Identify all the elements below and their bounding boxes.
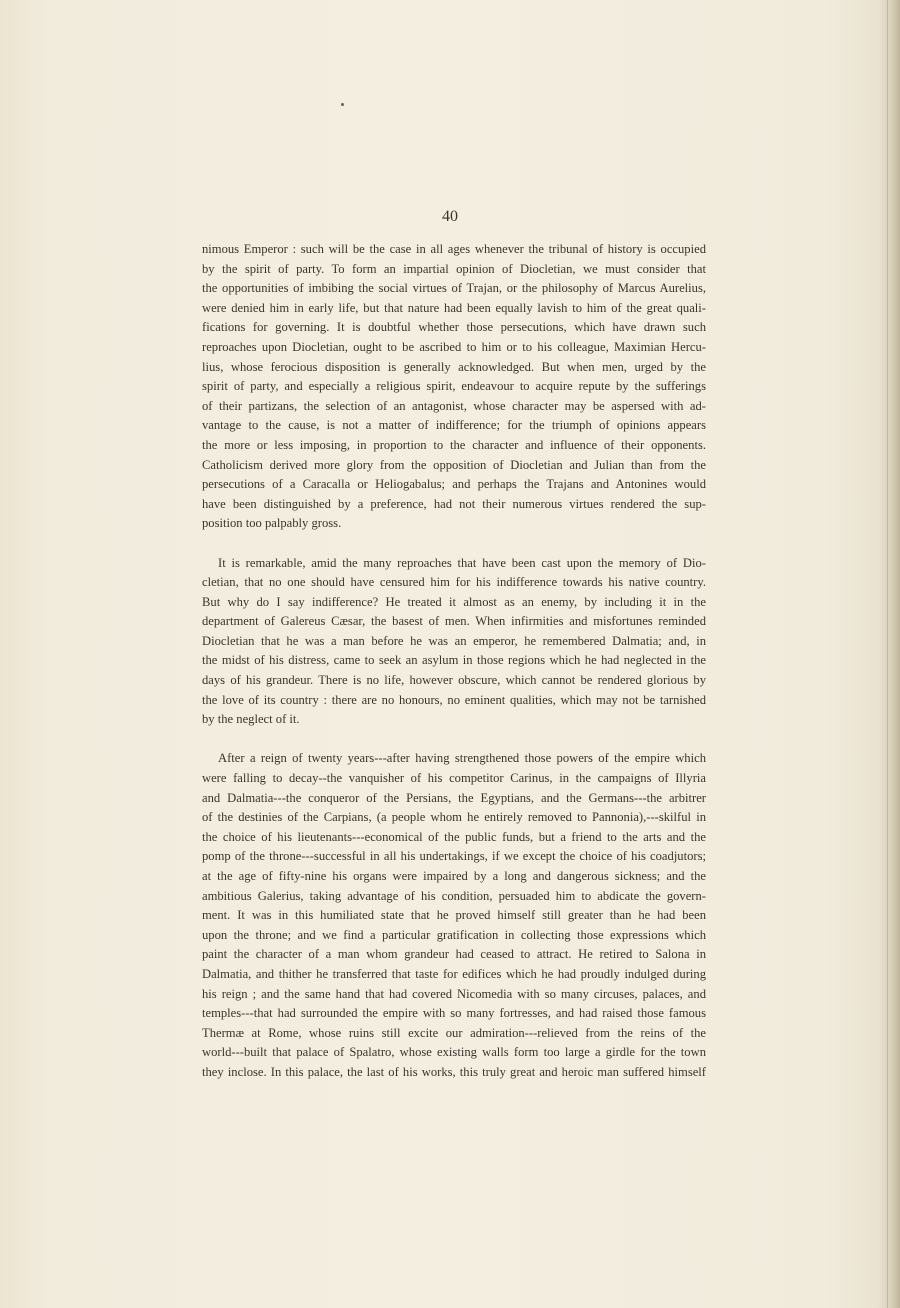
text-line: department of Galereus Cæsar, the basest of men. When infirmities and misfortunes reminded xyxy=(202,614,706,629)
text-line: were denied him in early life, but that nature had been equally lavish to him of the great quali- xyxy=(202,300,706,315)
text-line: upon the throne; and we find a particular gratification in collecting those expressions which xyxy=(202,927,706,942)
text-line: paint the character of a man whom grandeur had ceased to attract. He retired to Salona in xyxy=(202,947,706,962)
text-line: It is remarkable, amid the many reproaches that have been cast upon the memory of Dio- xyxy=(218,555,706,570)
page-edge-line xyxy=(887,0,888,1308)
text-line: the more or less imposing, in proportion to the character and influence of their opponents. xyxy=(202,437,706,452)
text-line: pomp of the throne---successful in all his undertakings, if we except the choice of his coadjutors; xyxy=(202,849,706,864)
paragraph-gap xyxy=(202,534,706,554)
text-line: his reign ; and the same hand that had covered Nicomedia with so many circuses, palaces, and xyxy=(202,986,706,1001)
paragraph-1 xyxy=(202,240,706,534)
text-line: by the spirit of party. To form an impartial opinion of Diocletian, we must consider that xyxy=(202,261,706,276)
page-edge-shadow xyxy=(878,0,900,1308)
text-line: lius, whose ferocious disposition is generally acknowledged. But when men, urged by the xyxy=(202,359,706,374)
paragraph-gap xyxy=(202,730,706,750)
text-line: and Dalmatia---the conqueror of the Persians, the Egyptians, and the Germans---the arbitrer xyxy=(202,790,706,805)
text-line: Catholicism derived more glory from the opposition of Diocletian and Julian than from the xyxy=(202,457,706,472)
text-line: nimous Emperor : such will be the case in all ages whenever the tribunal of history is occupied xyxy=(202,242,706,256)
text-line: vantage to the cause, is not a matter of indifference; for the triumph of opinions appears xyxy=(202,418,706,433)
text-line: the choice of his lieutenants---economical of the public funds, but a friend to the arts and the xyxy=(202,829,706,844)
text-line: of their partizans, the selection of an antagonist, whose character may be aspersed with ad- xyxy=(202,398,706,413)
text-line: ambitious Galerius, taking advantage of his condition, persuaded him to abdicate the govern- xyxy=(202,888,706,903)
text-line: fications for governing. It is doubtful whether those persecutions, which have drawn such xyxy=(202,320,706,335)
text-line: Dalmatia, and thither he transferred that taste for edifices which he had proudly indulged during xyxy=(202,966,706,981)
text-line: the opportunities of imbibing the social virtues of Trajan, or the philosophy of Marcus Aurelius, xyxy=(202,281,706,296)
text-line: cletian, that no one should have censured him for his indifference towards his native country. xyxy=(202,575,706,590)
text-line: days of his grandeur. There is no life, however obscure, which cannot be rendered glorious by xyxy=(202,673,706,688)
text-line: Thermæ at Rome, whose ruins still excite our admiration---relieved from the reins of the xyxy=(202,1025,706,1040)
page-number: 40 xyxy=(442,208,458,225)
text-line: of the destinies of the Carpians, (a people whom he entirely removed to Pannonia),---skilful in xyxy=(202,810,706,825)
paragraph-3 xyxy=(202,749,706,1082)
text-line: they inclose. In this palace, the last of his works, this truly great and heroic man suffered himself xyxy=(202,1064,706,1079)
text-line: the midst of his distress, came to seek an asylum in those regions which he had neglected in the xyxy=(202,653,706,668)
text-line: spirit of party, and especially a religious spirit, endeavour to acquire repute by the sufferings xyxy=(202,379,706,394)
text-line: Diocletian that he was a man before he was an emperor, he remembered Dalmatia; and, in xyxy=(202,633,706,648)
text-line: by the neglect of it. xyxy=(202,712,300,727)
text-line: ment. It was in this humiliated state that he proved himself still greater than he had been xyxy=(202,908,706,923)
text-line: position too palpably gross. xyxy=(202,516,342,531)
paragraph-2 xyxy=(202,554,706,730)
body-text xyxy=(202,240,706,1083)
text-line: temples---that had surrounded the empire with so many fortresses, and had raised those famous xyxy=(202,1006,706,1021)
text-line: world---built that palace of Spalatro, whose existing walls form too large a girdle for the town xyxy=(202,1045,706,1060)
ink-speck xyxy=(341,103,344,106)
text-line: were falling to decay--the vanquisher of his competitor Carinus, in the campaigns of Illyria xyxy=(202,771,706,786)
text-line: at the age of fifty-nine his organs were impaired by a long and dangerous sickness; and the xyxy=(202,869,706,883)
text-line: After a reign of twenty years---after having strengthened those powers of the empire which xyxy=(218,751,706,766)
text-line: the love of its country : there are no honours, no eminent qualities, which may not be tarnished xyxy=(202,692,706,707)
text-line: But why do I say indifference? He treated it almost as an enemy, by including it in the xyxy=(202,594,706,609)
text-line: persecutions of a Caracalla or Heliogabalus; and perhaps the Trajans and Antonines would xyxy=(202,477,706,492)
text-line: reproaches upon Diocletian, ought to be ascribed to him or to his colleague, Maximian Hercu- xyxy=(202,339,706,354)
text-line: have been distinguished by a preference, had not their numerous virtues rendered the sup- xyxy=(202,496,706,511)
